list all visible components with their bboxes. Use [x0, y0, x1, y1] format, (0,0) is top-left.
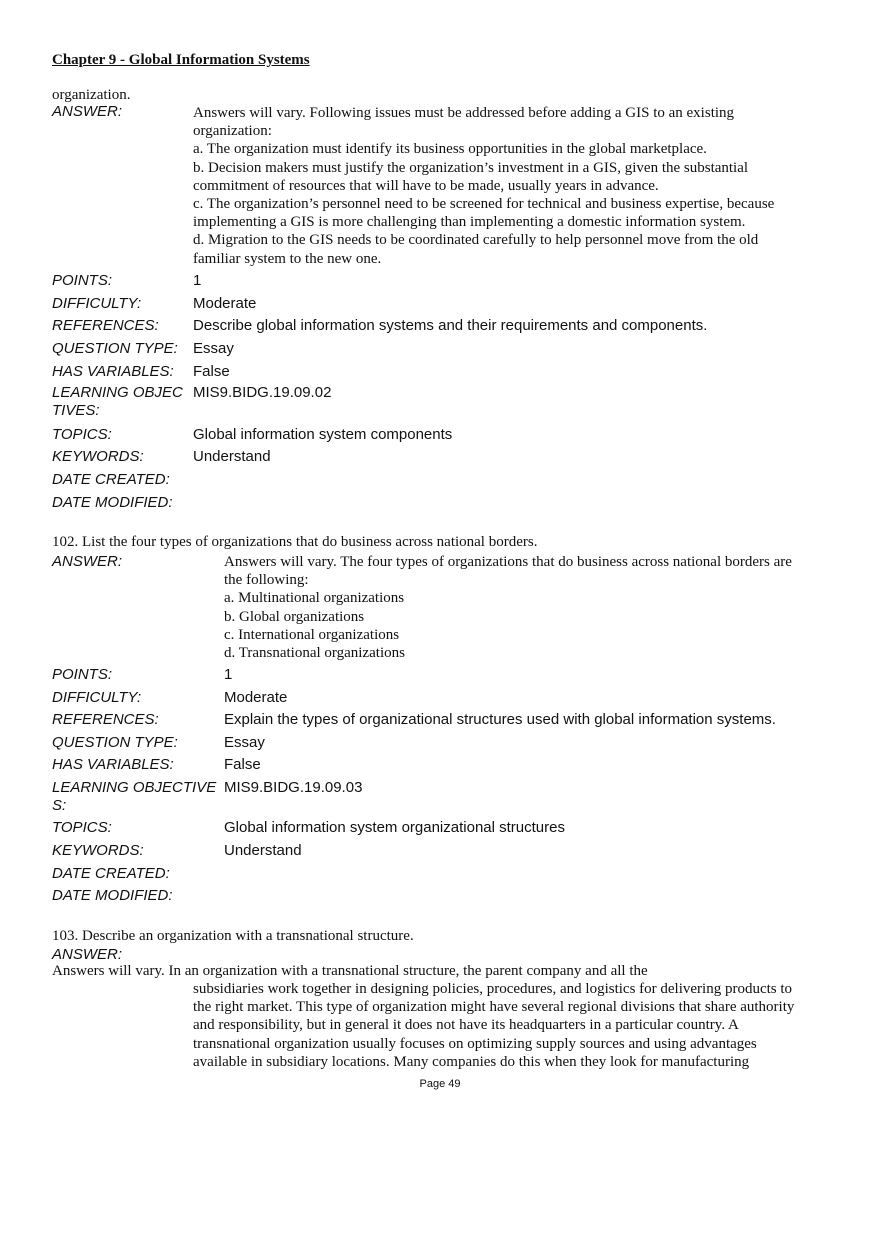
field-label-difficulty: DIFFICULTY: [52, 295, 142, 312]
answer-text [193, 104, 774, 268]
answer-line: b. Decision makers must justify the organization’s investment in a GIS, given the substantial [193, 159, 749, 176]
field-value-question-type: Essay [224, 734, 265, 751]
field-label-question-type: QUESTION TYPE: [52, 340, 178, 357]
answer-label: ANSWER: [52, 103, 123, 120]
field-label-difficulty: DIFFICULTY: [52, 689, 142, 706]
answer-line: b. Global organizations [224, 608, 365, 625]
question-continuation: organization. [52, 87, 131, 103]
field-value-difficulty: Moderate [224, 689, 288, 706]
answer-line: c. International organizations [224, 626, 400, 643]
field-value-points: 1 [193, 272, 202, 289]
answer-line: subsidiaries work together in designing policies, procedures, and logistics for delivering products to [193, 981, 793, 997]
field-value-references: Describe global information systems and their requirements and components. [193, 317, 708, 334]
answer-line: d. Transnational organizations [224, 645, 405, 662]
field-label-date-modified: DATE MODIFIED: [52, 494, 173, 511]
field-value-topics: Global information system organizational structures [224, 819, 565, 836]
field-value-topics: Global information system components [193, 426, 453, 443]
answer-label: ANSWER: [52, 946, 123, 963]
field-label-date-created: DATE CREATED: [52, 471, 170, 488]
field-label-topics: TOPICS: [52, 426, 112, 443]
answer-line: commitment of resources that will have to be made, usually years in advance. [193, 177, 659, 194]
answer-line: available in subsidiary locations. Many companies do this when they look for manufacturing [193, 1053, 750, 1070]
field-label-learning-objectives: LEARNING OBJECTIVES: [52, 779, 217, 814]
answer-text [224, 553, 792, 662]
field-value-keywords: Understand [193, 448, 271, 465]
field-label-date-modified: DATE MODIFIED: [52, 887, 173, 904]
field-value-learning-objectives: MIS9.BIDG.19.09.02 [193, 384, 332, 401]
field-value-has-variables: False [224, 756, 261, 773]
answer-line: Answers will vary. Following issues must be addressed before adding a GIS to an existing [193, 105, 735, 121]
chapter-title: Chapter 9 - Global Information Systems [52, 52, 310, 68]
field-value-points: 1 [224, 666, 233, 683]
answer-line: c. The organization’s personnel need to be screened for technical and business expertise, because [193, 196, 775, 213]
answer-line: familiar system to the new one. [193, 250, 382, 267]
answer-text [193, 980, 794, 1071]
field-label-has-variables: HAS VARIABLES: [52, 756, 174, 773]
answer-line: the right market. This type of organization might have several regional divisions that share authority [193, 999, 795, 1016]
answer-line: the following: [224, 572, 309, 589]
field-label-keywords: KEYWORDS: [52, 842, 144, 859]
answer-line: transnational organization usually focuses on optimizing supply sources and using advantages [193, 1035, 757, 1052]
answer-line: implementing a GIS is more challenging than implementing a domestic information system. [193, 214, 746, 231]
field-label-date-created: DATE CREATED: [52, 865, 170, 882]
field-label-keywords: KEYWORDS: [52, 448, 144, 465]
field-label-points: POINTS: [52, 666, 113, 683]
answer-line: a. The organization must identify its business opportunities in the global marketplace. [193, 141, 707, 158]
answer-line: a. Multinational organizations [224, 590, 405, 607]
field-label-references: REFERENCES: [52, 711, 159, 728]
field-label-question-type: QUESTION TYPE: [52, 734, 178, 751]
answer-line: Answers will vary. The four types of organizations that do business across national borders are [224, 554, 792, 570]
answer-label: ANSWER: [52, 553, 123, 570]
field-label-learning-objectives: LEARNING OBJECTIVES: [52, 384, 183, 419]
field-value-difficulty: Moderate [193, 295, 257, 312]
question-text: 103. Describe an organization with a transnational structure. [52, 928, 414, 944]
field-value-references: Explain the types of organizational structures used with global information systems. [224, 711, 776, 728]
field-label-has-variables: HAS VARIABLES: [52, 363, 174, 380]
field-label-references: REFERENCES: [52, 317, 159, 334]
field-value-keywords: Understand [224, 842, 302, 859]
answer-line: organization: [193, 123, 272, 140]
answer-first-line: Answers will vary. In an organization with a transnational structure, the parent company and all the [52, 963, 648, 979]
question-text: 102. List the four types of organizations that do business across national borders. [52, 534, 538, 550]
field-label-topics: TOPICS: [52, 819, 112, 836]
field-value-question-type: Essay [193, 340, 234, 357]
field-value-has-variables: False [193, 363, 230, 380]
answer-line: d. Migration to the GIS needs to be coordinated carefully to help personnel move from the old [193, 232, 759, 249]
answer-line: and responsibility, but in general it does not have its headquarters in a particular country. A [193, 1017, 739, 1034]
page-number: Page 49 [419, 1078, 461, 1090]
field-label-points: POINTS: [52, 272, 113, 289]
field-value-learning-objectives: MIS9.BIDG.19.09.03 [224, 779, 363, 796]
